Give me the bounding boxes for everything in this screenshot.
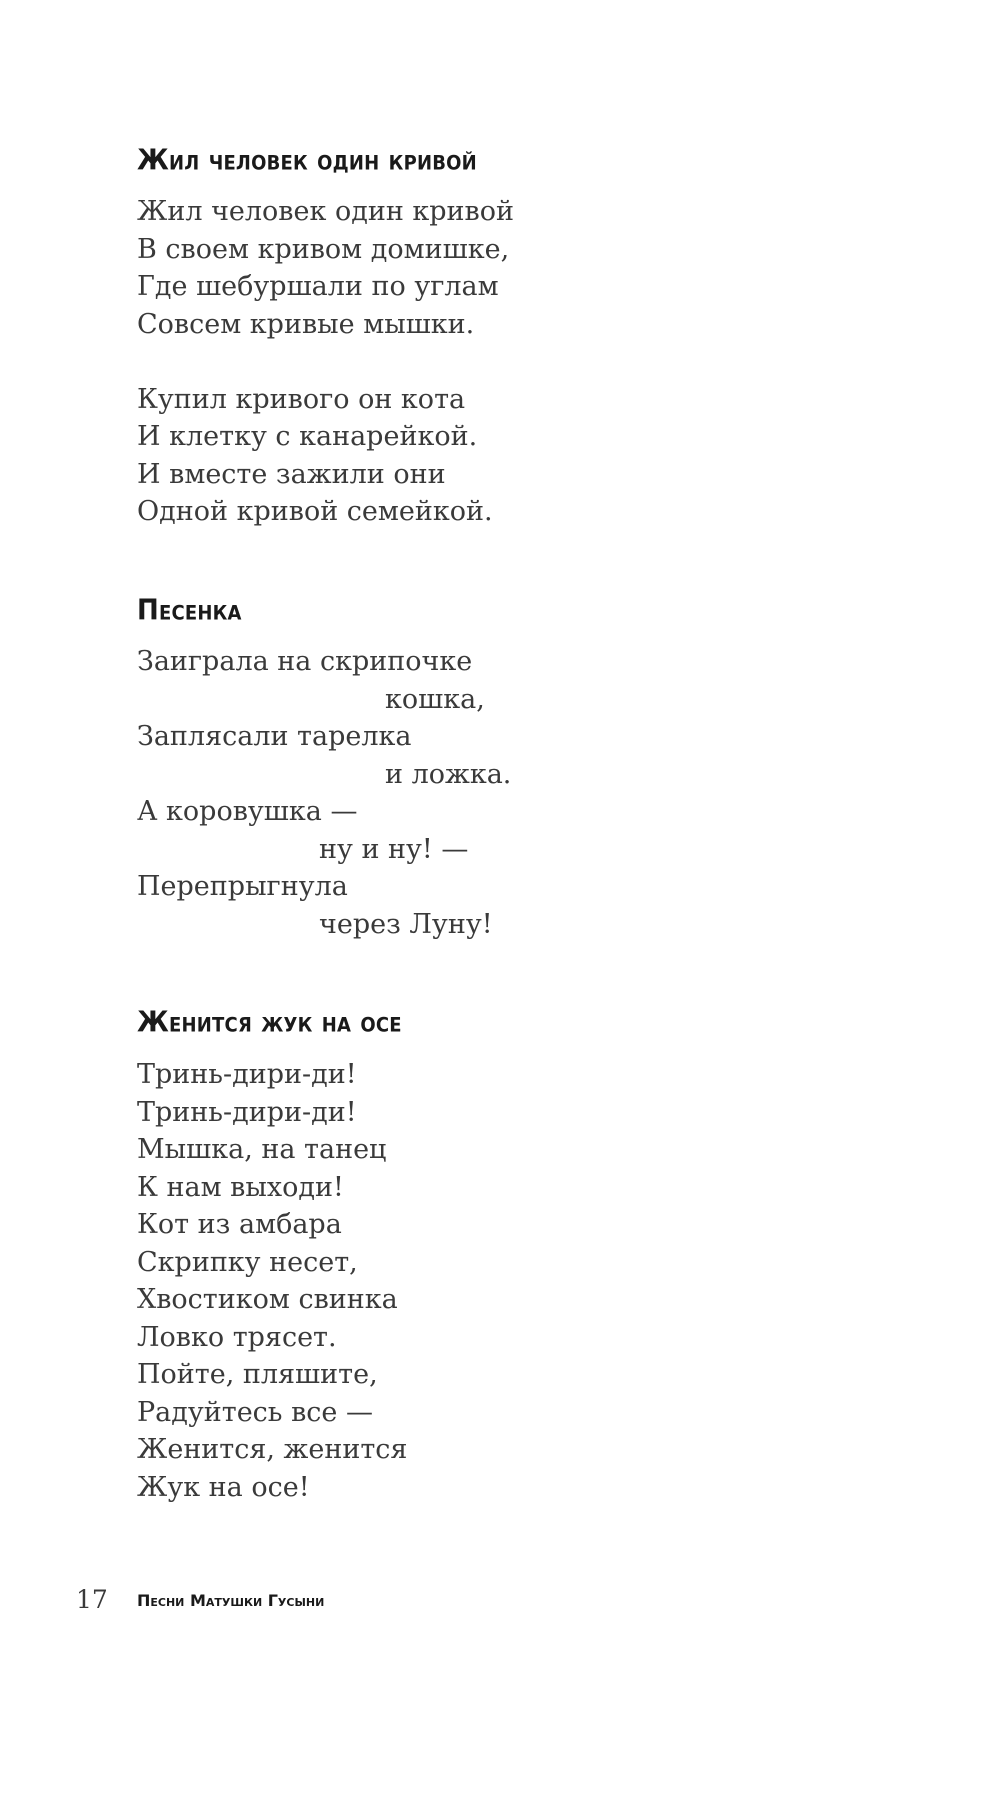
- poem-line: Пойте, пляшите,: [137, 1359, 378, 1390]
- poem-line: Одной кривой семейкой.: [137, 496, 493, 527]
- poem-line: В своем кривом домишке,: [137, 233, 510, 265]
- poem-line: Купил кривого он кота: [137, 383, 466, 415]
- running-footer-title: Песни Матушки Гусыни: [137, 1591, 325, 1610]
- poem-line: К нам выходи!: [137, 1171, 344, 1203]
- poem-body-1: [137, 193, 514, 531]
- poem-line: А коровушка —: [137, 796, 358, 827]
- poem-line: Кот из амбара: [137, 1209, 342, 1240]
- poem-line: Скрипку несет,: [137, 1246, 358, 1278]
- poem-line: Перепрыгнула: [137, 871, 348, 902]
- stanza-break: [137, 343, 514, 381]
- poem-line: И клетку с канарейкой.: [137, 421, 478, 452]
- poem-title-3: Женится жук на осе: [137, 1006, 402, 1040]
- poem-body-2: [137, 643, 511, 943]
- poem-line: Ловко трясет.: [137, 1321, 337, 1353]
- poem-line: Хвостиком свинка: [137, 1284, 398, 1315]
- poem-line: Жук на осе!: [137, 1471, 310, 1503]
- poem-line: Заплясали тарелка: [137, 721, 412, 752]
- poem-line: Тринь-дири-ди!: [137, 1096, 357, 1128]
- poem-title-1: Жил человек один кривой: [137, 144, 477, 178]
- poem-line: Женится, женится: [137, 1434, 408, 1465]
- poem-line: Тринь-дири-ди!: [137, 1059, 357, 1090]
- poem-line-indented: через Луну!: [319, 908, 493, 940]
- page-number: 17: [76, 1585, 108, 1614]
- poem-line-indented: и ложка.: [385, 758, 512, 790]
- poem-line: Жил человек один кривой: [137, 196, 514, 227]
- poem-line-indented: кошка,: [385, 683, 485, 715]
- poem-line: Совсем кривые мышки.: [137, 308, 475, 340]
- poem-title-2: Песенка: [137, 594, 242, 628]
- poem-line: Где шебуршали по углам: [137, 271, 499, 302]
- poem-body-3: [137, 1056, 407, 1506]
- poem-line: Заиграла на скрипочке: [137, 646, 473, 677]
- poem-line: И вместе зажили они: [137, 458, 446, 490]
- poem-line: Радуйтесь все —: [137, 1396, 373, 1428]
- poem-line: Мышка, на танец: [137, 1134, 387, 1165]
- poem-line-indented: ну и ну! —: [319, 833, 469, 865]
